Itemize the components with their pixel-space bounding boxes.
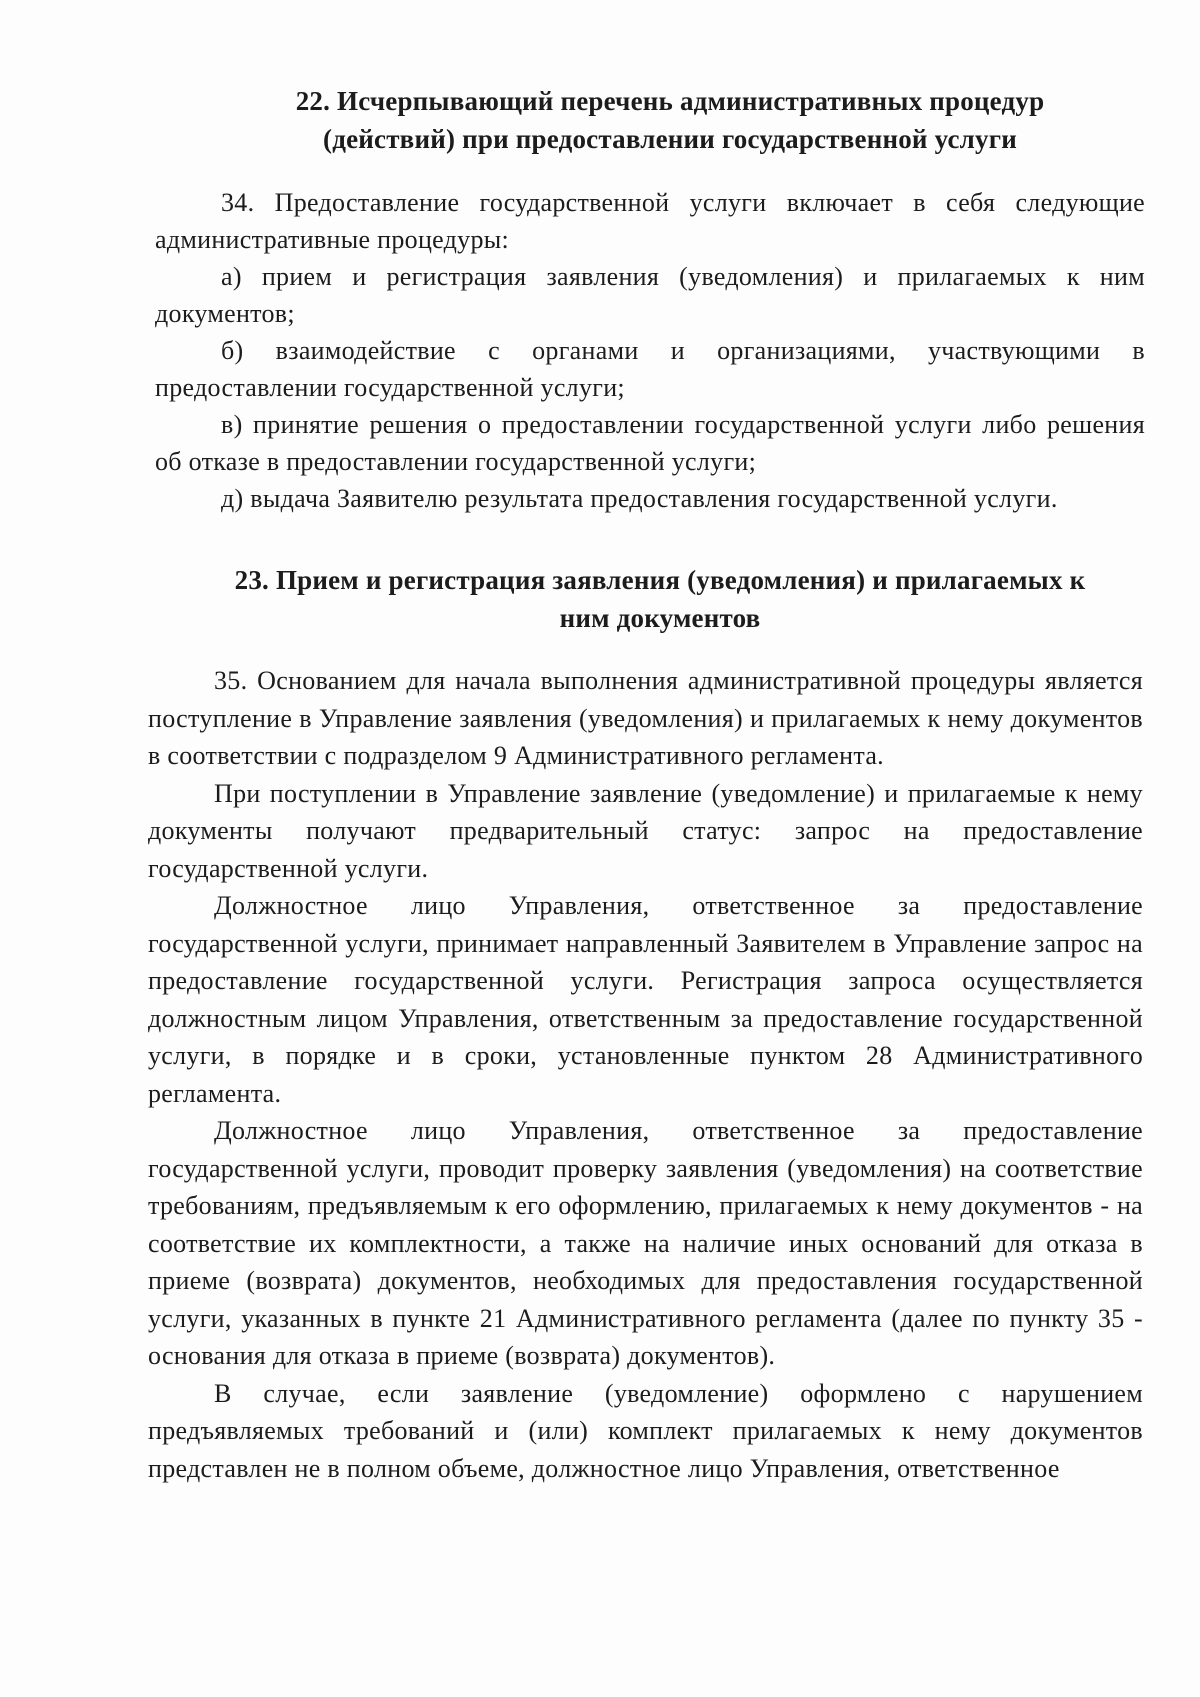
paragraph-status: При поступлении в Управление заявление (уведомление) и прилагаемые к нему документы получают предварительный статус: запрос на предоставление государственной услуги. — [148, 778, 1143, 883]
section-22-heading-line1: 22. Исчерпывающий перечень административных процедур — [295, 86, 1045, 116]
list-item-d: д) выдача Заявителю результата предоставления государственной услуги. — [221, 484, 1058, 513]
list-item-a: а) прием и регистрация заявления (уведомления) и прилагаемых к ним документов; — [155, 262, 1145, 328]
list-item-v: в) принятие решения о предоставлении государственной услуги либо решения об отказе в предоставлении государственной услуги; — [155, 410, 1145, 476]
paragraph-violation: В случае, если заявление (уведомление) оформлено с нарушением предъявляемых требований и (или) комплект прилагаемых к нему документов представлен не в полном объеме, должностное лицо Управления, ответственное — [148, 1378, 1143, 1483]
paragraph-35: 35. Основанием для начала выполнения административной процедуры является поступление в Управление заявления (уведомления) и прилагаемых к нему документов в соответствии с подразделом 9 Административного регламента. — [148, 666, 1143, 770]
section-22-heading-line2: (действий) при предоставлении государственной услуги — [323, 124, 1017, 154]
paragraph-verification: Должностное лицо Управления, ответственное за предоставление государственной услуги, проводит проверку заявления (уведомления) на соответствие требованиям, предъявляемым к его оформлению, прилагаемых к нему документов - на соответствие их комплектности, а также на наличие иных оснований для отказа в приеме (возврата) документов, необходимых для предоставления государственной услуги, указанных в пункте 21 Административного регламента (далее по пункту 35 - основания для отказа в приеме (возврата) документов). — [148, 1116, 1143, 1370]
section-23-heading-line1: 23. Прием и регистрация заявления (уведомления) и прилагаемых к — [234, 565, 1086, 595]
paragraph-registration: Должностное лицо Управления, ответственное за предоставление государственной услуги, принимает направленный Заявителем в Управление запрос на предоставление государственной услуги. Регистрация запроса осуществляется должностным лицом Управления, ответственным за предоставление государственной услуги, в порядке и в сроки, установленные пунктом 28 Административного регламента. — [148, 891, 1143, 1108]
section-22-body — [155, 184, 1145, 517]
paragraph-34: 34. Предоставление государственной услуги включает в себя следующие административные процедуры: — [155, 188, 1145, 254]
section-23-heading-line2: ним документов — [559, 603, 761, 633]
list-item-b: б) взаимодействие с органами и организациями, участвующими в предоставлении государственной услуги; — [155, 336, 1145, 402]
section-23-heading — [200, 561, 1120, 637]
section-22-heading — [240, 82, 1100, 158]
section-23-body — [148, 662, 1143, 1487]
